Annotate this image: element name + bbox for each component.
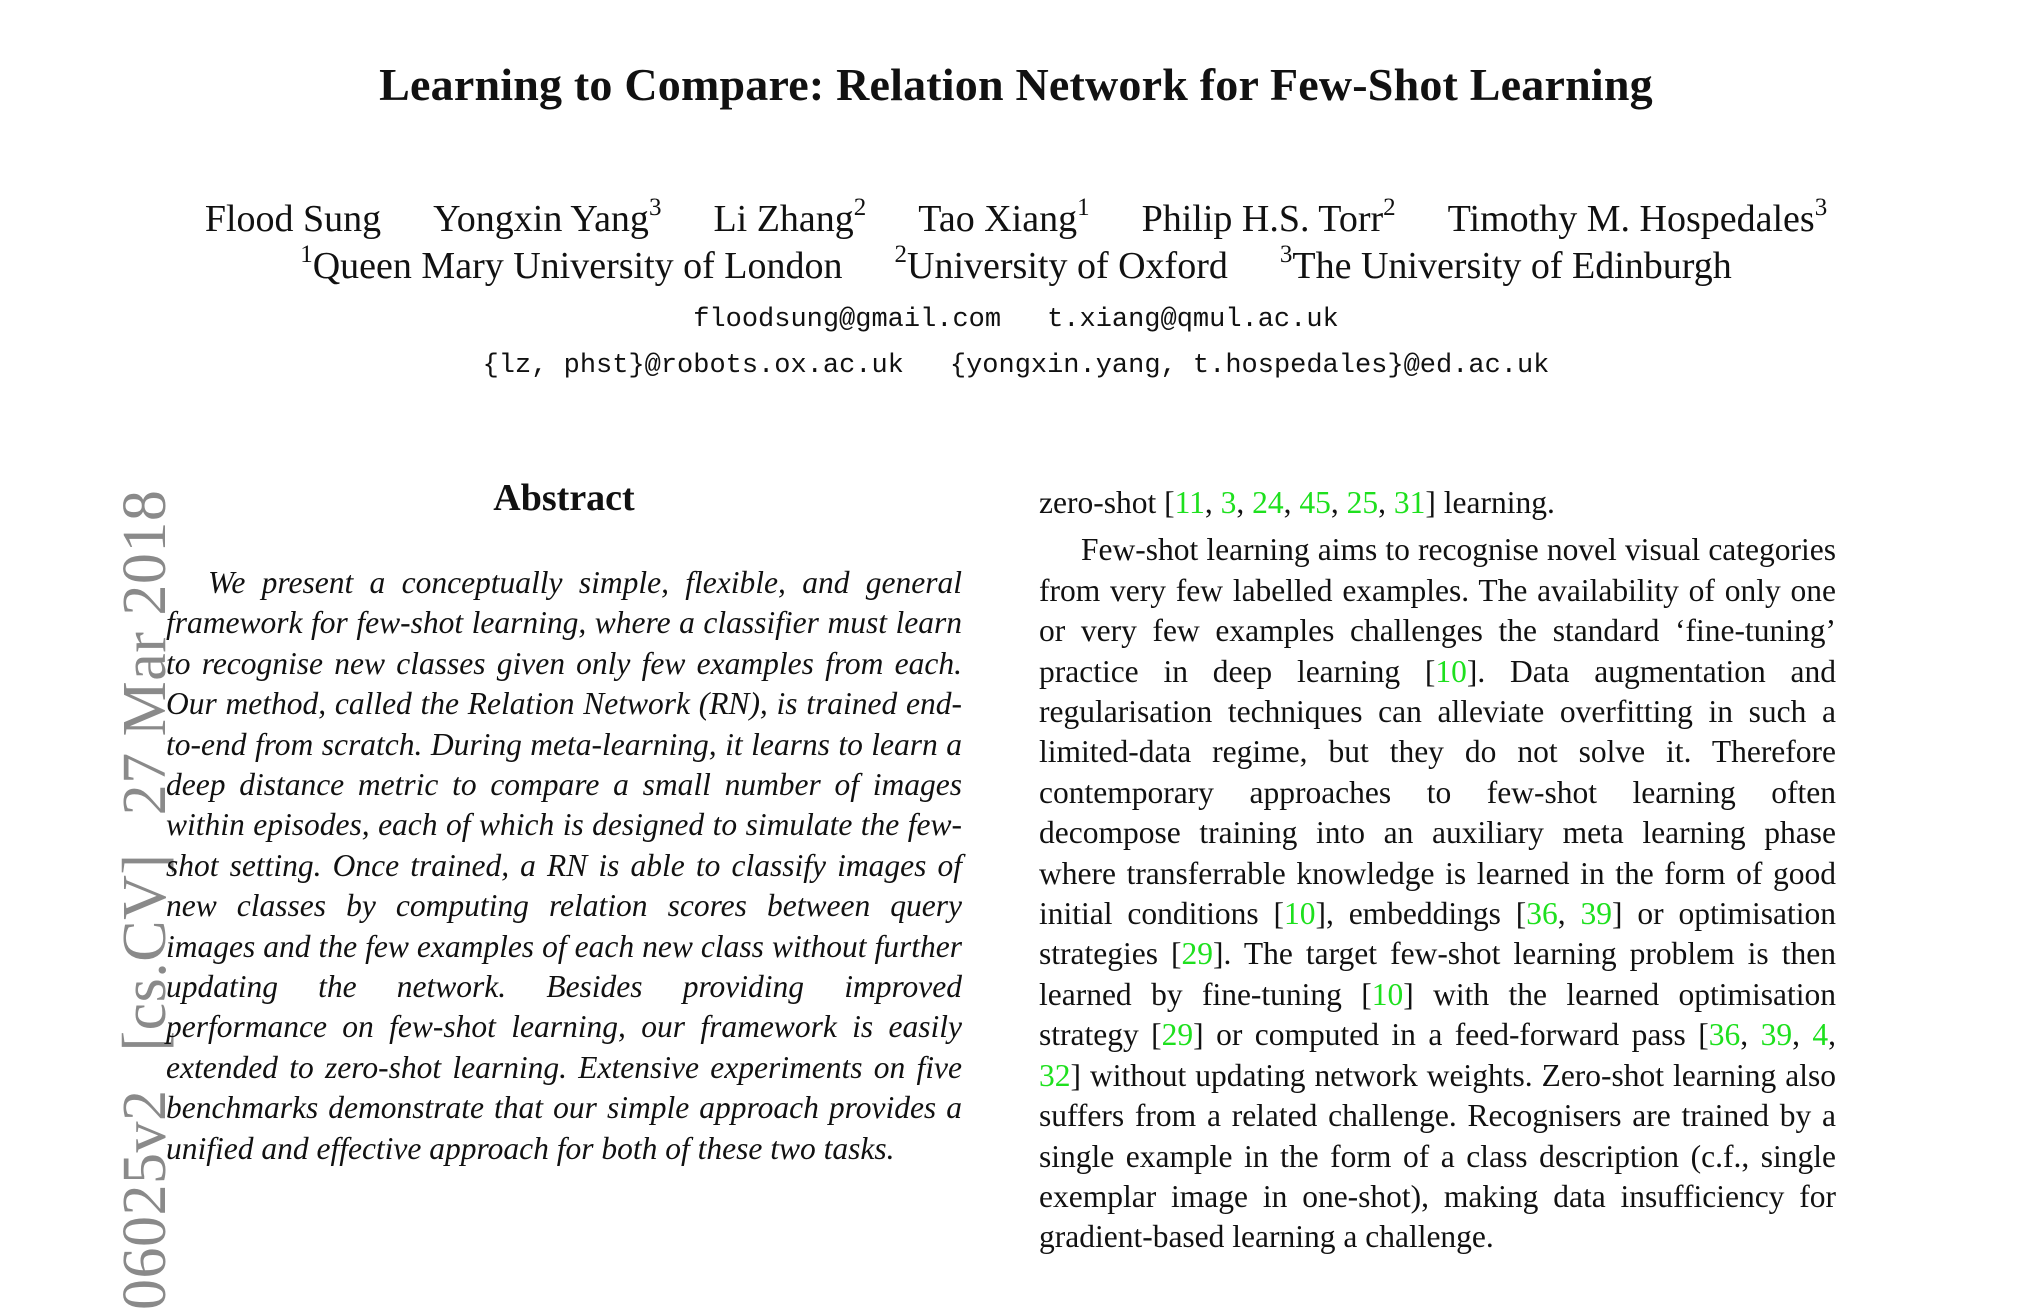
email: {lz, phst}@robots.ox.ac.uk (483, 351, 904, 381)
arxiv-id: 06025v2 (111, 1090, 179, 1310)
email: {yongxin.yang, t.hospedales}@ed.ac.uk (950, 351, 1550, 381)
author: Timothy M. Hospedales$^3$ (1448, 197, 1828, 241)
body-text: , (1740, 1017, 1760, 1052)
body-text: ]. Data augmentation and regularisation techniques can alleviate overfitting in such a limited-data regime, but they do not solve it. Therefore contemporary approaches to few-shot learning often decompose training into an auxiliary meta learning phase where transferrable knowledge is learned in the form of good initial conditions [ (1039, 654, 1836, 931)
arxiv-category: [cs.CV] (111, 853, 179, 1051)
citation-link[interactable]: 10 (1372, 977, 1404, 1012)
body-text: zero-shot [ (1039, 485, 1175, 520)
body-text: ] with the learned optimisation strategy [ (1039, 977, 1836, 1052)
author: Philip H.S. Torr$^2$ (1142, 197, 1396, 241)
affiliation-list (0, 244, 2032, 288)
introduction-column (1039, 483, 1836, 1258)
citation-link[interactable]: 3 (1221, 485, 1237, 520)
body-text: ] or optimisation strategies [ (1039, 896, 1836, 971)
email-row (0, 351, 2032, 381)
affiliation: $^1$Queen Mary University of London (300, 244, 842, 288)
body-text: , (1236, 485, 1252, 520)
citation-link[interactable]: 10 (1284, 896, 1316, 931)
citation-link[interactable]: 29 (1162, 1017, 1194, 1052)
citation-link[interactable]: 39 (1761, 1017, 1793, 1052)
email: t.xiang@qmul.ac.uk (1047, 305, 1339, 335)
paper-title: Learning to Compare: Relation Network for Few-Shot Learning (0, 58, 2032, 111)
citation-link[interactable]: 36 (1709, 1017, 1741, 1052)
email-row (0, 305, 2032, 335)
abstract-heading: Abstract (166, 476, 962, 520)
citation-link[interactable]: 39 (1581, 896, 1613, 931)
citation-link[interactable]: 31 (1394, 485, 1426, 520)
author: Yongxin Yang$^3$ (433, 197, 661, 241)
citation-link[interactable]: 29 (1182, 936, 1214, 971)
body-text: , (1331, 485, 1347, 520)
citation-link[interactable]: 11 (1175, 485, 1205, 520)
body-paragraph (1039, 483, 1836, 523)
body-paragraph (1039, 530, 1836, 1257)
citation-link[interactable]: 10 (1435, 654, 1467, 689)
abstract-paragraph: We present a conceptually simple, flexible, and general framework for few-shot learning, where a classifier must learn to recognise new classes given only few examples from each. Our method, called the Relation Network (RN), is trained end-to-end from scratch. During meta-learning, it learns to learn a deep distance metric to compare a small number of images within episodes, each of which is designed to simulate the few-shot setting. Once trained, a RN is able to classify images of new classes by computing relation scores between query images and the few examples of each new class without further updating the network. Besides providing improved performance on few-shot learning, our framework is easily extended to zero-shot learning. Extensive experiments on five benchmarks demonstrate that our simple approach provides a unified and effective approach for both of these two tasks. (166, 563, 962, 1169)
body-text: ] or computed in a feed-forward pass [ (1193, 1017, 1709, 1052)
body-text: ], embeddings [ (1315, 896, 1526, 931)
body-text: ] without updating network weights. Zero-shot learning also suffers from a related challenge. Recognisers are trained by a single example in the form of a class description (c.f., single exemplar image in one-shot), making data insufficiency for gradient-based learning a challenge. (1039, 1058, 1836, 1255)
body-text: Few-shot learning aims to recognise novel visual categories from very few labelled examples. The availability of only one or very few examples challenges the standard ‘fine-tuning’ practice in deep learning [ (1039, 532, 1836, 688)
author: Flood Sung (205, 197, 381, 241)
author: Li Zhang$^2$ (713, 197, 866, 241)
citation-link[interactable]: 45 (1299, 485, 1331, 520)
citation-link[interactable]: 36 (1526, 896, 1558, 931)
citation-link[interactable]: 24 (1252, 485, 1284, 520)
author: Tao Xiang$^1$ (918, 197, 1089, 241)
email: floodsung@gmail.com (693, 305, 1001, 335)
body-text: , (1205, 485, 1221, 520)
affiliation: $^2$University of Oxford (895, 244, 1228, 288)
body-text: , (1284, 485, 1300, 520)
arxiv-date: 27 Mar 2018 (111, 490, 179, 816)
citation-link[interactable]: 4 (1812, 1017, 1828, 1052)
body-text: ] learning. (1425, 485, 1554, 520)
abstract-text (166, 563, 962, 1169)
body-text: , (1828, 1017, 1836, 1052)
body-text: , (1558, 896, 1581, 931)
body-text: , (1378, 485, 1394, 520)
affiliation: $^3$The University of Edinburgh (1280, 244, 1732, 288)
citation-link[interactable]: 32 (1039, 1058, 1071, 1093)
body-text: ]. The target few-shot learning problem is then learned by fine-tuning [ (1039, 936, 1836, 1011)
author-list (0, 197, 2032, 241)
body-text: , (1792, 1017, 1812, 1052)
citation-link[interactable]: 25 (1347, 485, 1379, 520)
